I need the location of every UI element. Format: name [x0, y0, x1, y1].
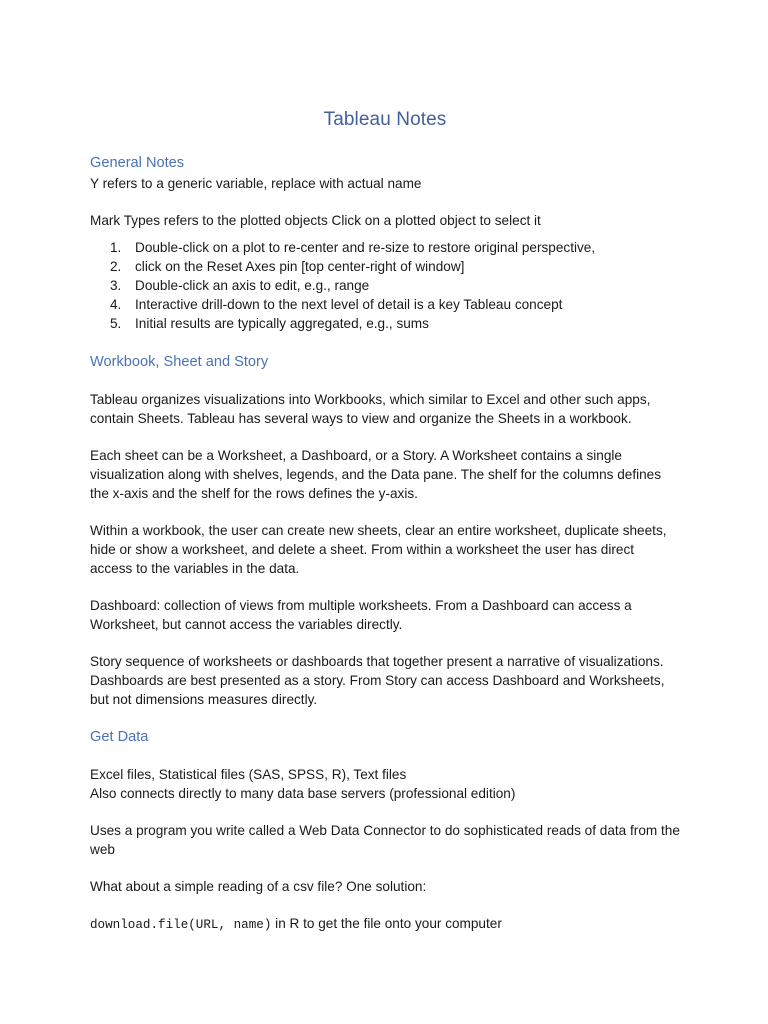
list-number: 5.	[110, 316, 122, 331]
paragraph: Tableau organizes visualizations into Workbooks, which similar to Excel and other such apps, contain Sheets. Tableau has several ways to view and organize the Sheets in a workbook.	[90, 392, 651, 426]
list-item	[90, 314, 680, 333]
paragraph: Mark Types refers to the plotted objects Click on a plotted object to select it	[90, 213, 541, 228]
heading-get-data: Get Data	[90, 729, 149, 745]
paragraph: Also connects directly to many data base servers (professional edition)	[90, 786, 516, 801]
paragraph: Dashboard: collection of views from multiple worksheets. From a Dashboard can access a Worksheet, but cannot access the variables directly.	[90, 598, 632, 632]
paragraph: Excel files, Statistical files (SAS, SPSS, R), Text files	[90, 767, 407, 782]
paragraph: Within a workbook, the user can create new sheets, clear an entire worksheet, duplicate sheets, hide or show a worksheet, and delete a sheet. From within a worksheet the user has direct access to the variables in the data.	[90, 523, 667, 576]
list-item	[90, 295, 680, 314]
document-title: Tableau Notes	[323, 109, 447, 130]
list-item	[90, 276, 680, 295]
list-number: 3.	[110, 278, 122, 293]
list-item-text: click on the Reset Axes pin [top center-right of window]	[135, 259, 465, 274]
paragraph: What about a simple reading of a csv file? One solution:	[90, 879, 427, 894]
heading-general-notes: General Notes	[90, 155, 185, 171]
list-item	[90, 238, 680, 257]
list-number: 1.	[110, 240, 122, 255]
paragraph: Y refers to a generic variable, replace with actual name	[90, 176, 422, 191]
inline-code: download.file(URL, name)	[90, 918, 272, 932]
list-item-text: Double-click on a plot to re-center and re-size to restore original perspective,	[135, 240, 596, 255]
paragraph-code	[90, 914, 680, 935]
numbered-list	[90, 238, 680, 333]
list-item-text: Interactive drill-down to the next level of detail is a key Tableau concept	[135, 297, 563, 312]
list-number: 2.	[110, 259, 122, 274]
paragraph: Each sheet can be a Worksheet, a Dashboard, or a Story. A Worksheet contains a single visualization along with shelves, legends, and the Data pane. The shelf for the columns defines the x-axis and the shelf for the rows defines the y-axis.	[90, 448, 662, 501]
paragraph: Story sequence of worksheets or dashboards that together present a narrative of visualizations. Dashboards are best presented as a story. From Story can access Dashboard and Worksheets, but not dimensions measures directly.	[90, 654, 665, 707]
list-item-text: Double-click an axis to edit, e.g., range	[135, 278, 370, 293]
heading-workbook-sheet-story: Workbook, Sheet and Story	[90, 354, 269, 370]
list-item	[90, 257, 680, 276]
paragraph: Uses a program you write called a Web Data Connector to do sophisticated reads of data from the web	[90, 823, 680, 857]
list-number: 4.	[110, 297, 122, 312]
list-item-text: Initial results are typically aggregated, e.g., sums	[135, 316, 429, 331]
code-suffix-text: in R to get the file onto your computer	[271, 916, 502, 931]
